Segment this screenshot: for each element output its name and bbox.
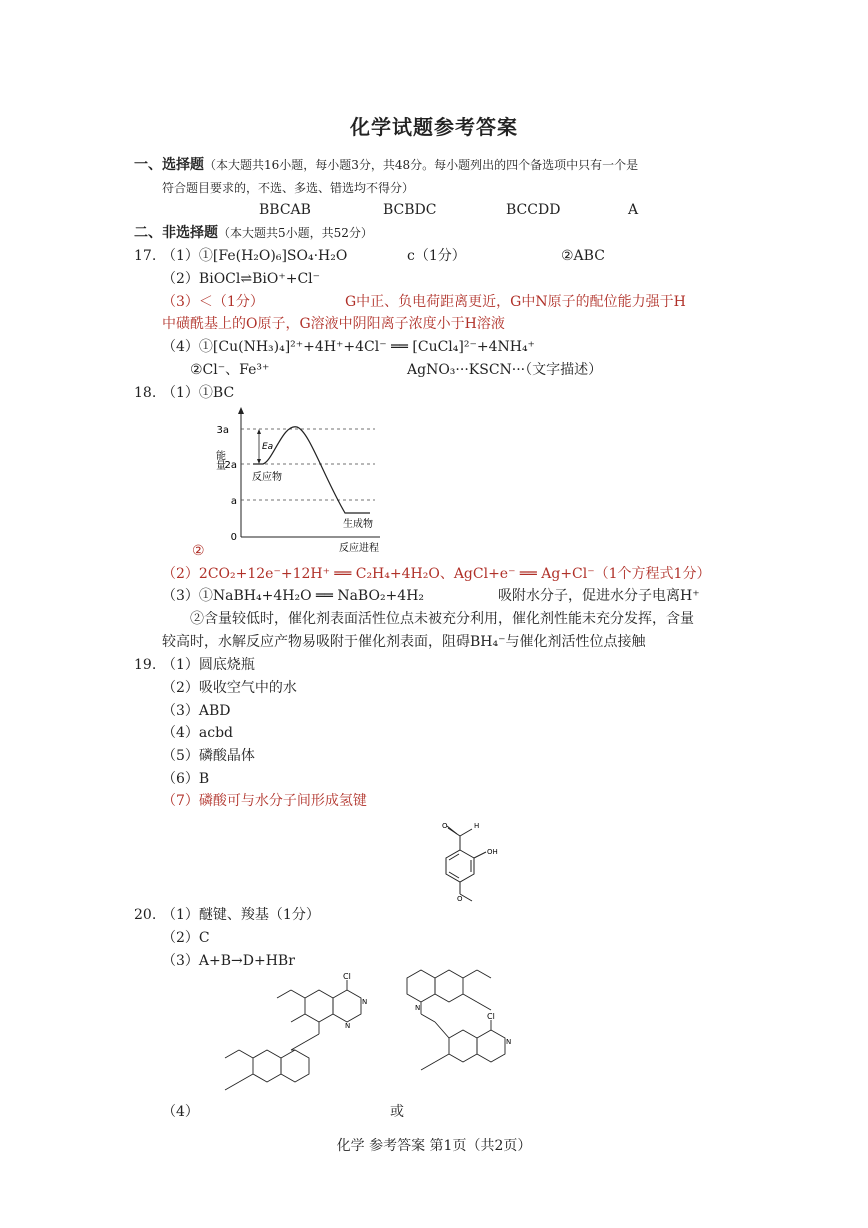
diagram-ylabel: 能量 bbox=[213, 450, 225, 470]
q19-item-2: （2）吸收空气中的水 bbox=[162, 680, 297, 696]
reactant-label: 反应物 bbox=[252, 472, 282, 483]
q18-p3 bbox=[162, 587, 424, 605]
q17-p1-formula: [Fe(H₂O)₆]SO₄·H₂O bbox=[212, 248, 348, 264]
energy-curve bbox=[253, 427, 370, 513]
n-label-left-1: N bbox=[362, 998, 368, 1006]
q17-p4-right: AgNO₃···KSCN···（文字描述） bbox=[407, 362, 603, 378]
cl-label-left: Cl bbox=[343, 972, 351, 981]
q17-p4 bbox=[162, 338, 535, 356]
q19-item-3: （3）ABD bbox=[162, 703, 231, 719]
section2-heading: 二、非选择题 bbox=[134, 225, 218, 241]
n-label-left-2: N bbox=[345, 1022, 351, 1030]
quinazoline-structures bbox=[185, 968, 555, 1118]
ea-arrow-head-top bbox=[257, 429, 261, 434]
aldehyde-h: H bbox=[474, 822, 480, 830]
q18-p2: （2）2CO₂+12e⁻+12H⁺ ══ C₂H₄+4H₂O、AgCl+e⁻ ══ Ag+Cl⁻（1个方程式1分） bbox=[162, 566, 711, 582]
answer-group-1: BBCAB bbox=[259, 202, 311, 218]
q18-p3-2-line1: ②含量较低时，催化剂表面活性位点未被充分利用，催化剂性能未充分发挥，含量 bbox=[190, 611, 694, 627]
q18-number: 18. bbox=[134, 385, 157, 401]
section1-heading: 一、选择题 bbox=[134, 157, 204, 173]
section1-note-line2: 符合题目要求的，不选、多选、错选均不得分） bbox=[162, 181, 415, 195]
q17-p4-label: （4）① bbox=[162, 339, 213, 355]
q17-p1-mid: c（1分） bbox=[407, 248, 466, 264]
q20-p4-label: （4） bbox=[162, 1104, 199, 1120]
n-label-right-2: N bbox=[506, 1038, 512, 1046]
q20-number: 20. bbox=[134, 907, 157, 923]
answer-group-4: A bbox=[628, 202, 639, 218]
q17-p2 bbox=[162, 270, 320, 288]
q17-p3-label: （3） bbox=[162, 294, 199, 310]
product-label: 生成物 bbox=[343, 519, 373, 530]
section1-note: （本大题共16小题，每小题3分，共48分。每小题列出的四个备选项中只有一个是 bbox=[204, 158, 639, 172]
page-title: 化学试题参考答案 bbox=[350, 115, 518, 139]
diagram-xlabel: 反应进程 bbox=[339, 543, 379, 554]
q17-p1-right: ②ABC bbox=[561, 248, 605, 264]
q18-p3-right: 吸附水分子，促进水分子电离H⁺ bbox=[498, 588, 700, 604]
q17-p4-equation: [Cu(NH₃)₄]²⁺+4H⁺+4Cl⁻ ══ [CuCl₄]²⁻+4NH₄⁺ bbox=[212, 339, 535, 355]
section1-header bbox=[134, 156, 638, 174]
section2-note: （本大题共5小题，共52分） bbox=[218, 226, 373, 240]
tick-0: 0 bbox=[230, 532, 237, 543]
q17-p3-text1: G中正、负电荷距离更近，G中N原子的配位能力强于H bbox=[345, 294, 686, 310]
q19-item-4: （4）acbd bbox=[162, 725, 234, 741]
q17-p4-2: ②Cl⁻、Fe³⁺ bbox=[190, 362, 270, 378]
q17-p2-formula: BiOCl⇌BiO⁺+Cl⁻ bbox=[198, 271, 321, 287]
q17-p1-label: （1）① bbox=[162, 248, 213, 264]
hydroxy-label: OH bbox=[487, 848, 498, 856]
q17-p2-label: （2） bbox=[162, 271, 199, 287]
q18-p3-label: （3）① bbox=[162, 588, 213, 604]
q17-p1 bbox=[162, 247, 347, 265]
page-footer: 化学 参考答案 第1页（共2页） bbox=[336, 1138, 532, 1154]
q18-p1: （1）①BC bbox=[162, 385, 235, 401]
n-label-right-1: N bbox=[415, 1004, 421, 1012]
benzaldehyde-structure bbox=[420, 812, 520, 912]
section2-header bbox=[134, 224, 373, 242]
q17-p3 bbox=[162, 293, 264, 311]
q19-number: 19. bbox=[134, 657, 157, 673]
q20-item-2: （2）C bbox=[162, 930, 210, 946]
q17-p3-value: ＜（1分） bbox=[198, 294, 264, 310]
q19-item-7: （7）磷酸可与水分子间形成氢键 bbox=[162, 793, 367, 809]
q18-p3-equation: NaBH₄+4H₂O ══ NaBO₂+4H₂ bbox=[212, 588, 425, 604]
diagram-y-arrow bbox=[238, 407, 244, 414]
ea-label: Ea bbox=[262, 442, 274, 452]
aldehyde-o: O bbox=[442, 822, 448, 830]
q18-p3-2-line2: 较高时，水解反应产物易吸附于催化剂表面，阻碍BH₄⁻与催化剂活性位点接触 bbox=[162, 634, 646, 650]
q17-p3-text2: 中磺酰基上的O原子，G溶液中阴阳离子浓度小于H溶液 bbox=[162, 316, 505, 332]
q20-or: 或 bbox=[390, 1104, 404, 1120]
q17-number: 17. bbox=[134, 248, 157, 264]
q19-item-5: （5）磷酸晶体 bbox=[162, 748, 255, 764]
ea-arrow-head-bottom bbox=[257, 459, 261, 464]
q20-item-1: （1）醚键、羧基（1分） bbox=[162, 907, 320, 923]
q18-p1-2: ② bbox=[192, 543, 205, 559]
tick-a: a bbox=[230, 496, 237, 507]
answer-group-3: BCCDD bbox=[506, 202, 561, 218]
answer-group-2: BCBDC bbox=[383, 202, 437, 218]
energy-diagram bbox=[205, 405, 405, 555]
q20-item-3: （3）A+B→D+HBr bbox=[162, 953, 295, 969]
tick-2a: 2a bbox=[224, 460, 237, 471]
q19-item-6: （6）B bbox=[162, 771, 210, 787]
cl-label-right: Cl bbox=[487, 1012, 495, 1021]
methoxy-o: O bbox=[457, 895, 463, 903]
q19-item-1: （1）圆底烧瓶 bbox=[162, 657, 255, 673]
tick-3a: 3a bbox=[216, 425, 229, 436]
